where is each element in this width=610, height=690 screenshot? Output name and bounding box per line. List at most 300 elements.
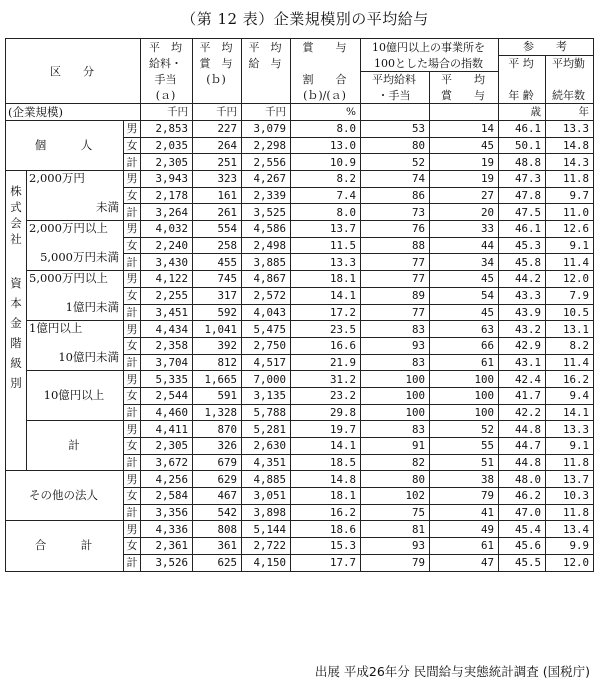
value-cell: 19.7 — [291, 421, 361, 438]
header-idx2-line2: 賞 与 — [430, 88, 499, 104]
header-c4-line3: (ｂ)/(ａ) — [291, 88, 361, 104]
value-cell: 317 — [193, 287, 242, 304]
sex-cell: 計 — [124, 254, 141, 271]
value-cell: 4,885 — [242, 471, 291, 488]
value-cell: 8.2 — [291, 171, 361, 188]
units-row — [6, 104, 594, 121]
value-cell: 86 — [361, 187, 430, 204]
value-cell: 38 — [430, 471, 499, 488]
header-index-line2: 100とした場合の指数 — [361, 55, 499, 71]
sex-cell: 男 — [124, 221, 141, 238]
table-row — [6, 171, 594, 188]
value-cell: 23.5 — [291, 321, 361, 338]
value-cell: 2,240 — [141, 237, 193, 254]
sex-cell: 男 — [124, 371, 141, 388]
value-cell: 11.4 — [546, 354, 594, 371]
value-cell: 21.9 — [291, 354, 361, 371]
table-row — [6, 471, 594, 488]
value-cell: 4,336 — [141, 521, 193, 538]
value-cell: 3,079 — [242, 120, 291, 137]
value-cell: 77 — [361, 254, 430, 271]
value-cell: 2,630 — [242, 438, 291, 455]
value-cell: 44.2 — [499, 271, 546, 288]
value-cell: 13.7 — [291, 221, 361, 238]
value-cell: 18.1 — [291, 488, 361, 505]
sex-cell: 計 — [124, 504, 141, 521]
value-cell: 13.7 — [546, 471, 594, 488]
value-cell: 20 — [430, 204, 499, 221]
value-cell: 42.4 — [499, 371, 546, 388]
table-body — [6, 39, 594, 572]
value-cell: 4,460 — [141, 404, 193, 421]
value-cell: 33 — [430, 221, 499, 238]
header-c2-line1: 平 均 — [193, 39, 242, 56]
header-idx2-line1: 平 均 — [430, 71, 499, 87]
table-row — [6, 120, 594, 137]
value-cell: 75 — [361, 504, 430, 521]
value-cell: 2,035 — [141, 137, 193, 154]
group-label: その他の法人 — [6, 471, 124, 521]
unit-c4: % — [291, 104, 361, 121]
value-cell: 3,356 — [141, 504, 193, 521]
value-cell: 9.9 — [546, 538, 594, 555]
value-cell: 61 — [430, 354, 499, 371]
value-cell: 46.2 — [499, 488, 546, 505]
value-cell: 79 — [430, 488, 499, 505]
sex-cell: 女 — [124, 237, 141, 254]
value-cell: 3,704 — [141, 354, 193, 371]
value-cell: 14.8 — [546, 137, 594, 154]
value-cell: 2,305 — [141, 154, 193, 171]
sex-cell: 男 — [124, 421, 141, 438]
header-c4-line2: 割 合 — [291, 71, 361, 87]
group-label — [27, 221, 124, 271]
table-row — [6, 421, 594, 438]
value-cell: 48.8 — [499, 154, 546, 171]
value-cell: 5,788 — [242, 404, 291, 421]
value-cell: 554 — [193, 221, 242, 238]
value-cell: 2,339 — [242, 187, 291, 204]
value-cell: 13.0 — [291, 137, 361, 154]
value-cell: 51 — [430, 454, 499, 471]
side-label-kabushiki: 株 式 会 社 — [10, 184, 22, 246]
value-cell: 43.2 — [499, 321, 546, 338]
sex-cell: 計 — [124, 354, 141, 371]
header-c1-line2: 給料・ — [141, 55, 193, 71]
value-cell: 13.3 — [546, 421, 594, 438]
value-cell: 323 — [193, 171, 242, 188]
group-label-top: 2,000万円以上 — [29, 221, 108, 236]
value-cell: 12.0 — [546, 554, 594, 571]
value-cell: 9.1 — [546, 237, 594, 254]
value-cell: 47.8 — [499, 187, 546, 204]
value-cell: 4,867 — [242, 271, 291, 288]
header-age-line1: 平 均 — [499, 55, 546, 71]
table-row — [6, 371, 594, 388]
value-cell: 63 — [430, 321, 499, 338]
group-label: 10億円以上 — [27, 371, 124, 421]
value-cell: 16.6 — [291, 337, 361, 354]
value-cell: 4,434 — [141, 321, 193, 338]
value-cell: 74 — [361, 171, 430, 188]
value-cell: 7.4 — [291, 187, 361, 204]
sex-cell: 女 — [124, 538, 141, 555]
group-label: 計 — [27, 421, 124, 471]
value-cell: 11.4 — [546, 254, 594, 271]
value-cell: 100 — [430, 387, 499, 404]
value-cell: 812 — [193, 354, 242, 371]
value-cell: 43.3 — [499, 287, 546, 304]
value-cell: 467 — [193, 488, 242, 505]
sex-cell: 計 — [124, 554, 141, 571]
value-cell: 19 — [430, 154, 499, 171]
value-cell: 17.2 — [291, 304, 361, 321]
header-c3-line1: 平 均 — [242, 39, 291, 56]
value-cell: 44.7 — [499, 438, 546, 455]
value-cell: 745 — [193, 271, 242, 288]
value-cell: 2,556 — [242, 154, 291, 171]
value-cell: 14.1 — [291, 287, 361, 304]
sex-cell: 女 — [124, 187, 141, 204]
value-cell: 42.9 — [499, 337, 546, 354]
value-cell: 3,451 — [141, 304, 193, 321]
value-cell: 9.4 — [546, 387, 594, 404]
value-cell: 808 — [193, 521, 242, 538]
value-cell: 93 — [361, 538, 430, 555]
value-cell: 3,672 — [141, 454, 193, 471]
sex-cell: 計 — [124, 454, 141, 471]
value-cell: 13.1 — [546, 321, 594, 338]
header-c1-line1: 平 均 — [141, 39, 193, 56]
value-cell: 11.8 — [546, 454, 594, 471]
sex-cell: 女 — [124, 488, 141, 505]
value-cell: 2,853 — [141, 120, 193, 137]
source-note: 出展 平成26年分 民間給与実態統計調査 (国税庁) — [314, 664, 590, 679]
value-cell: 43.1 — [499, 354, 546, 371]
value-cell: 100 — [361, 404, 430, 421]
table-row — [6, 521, 594, 538]
value-cell: 3,526 — [141, 554, 193, 571]
value-cell: 3,885 — [242, 254, 291, 271]
value-cell: 100 — [361, 371, 430, 388]
salary-table — [5, 38, 594, 572]
value-cell: 10.9 — [291, 154, 361, 171]
value-cell: 8.0 — [291, 204, 361, 221]
value-cell: 4,043 — [242, 304, 291, 321]
group-label-top: 5,000万円以上 — [29, 271, 108, 286]
value-cell: 80 — [361, 137, 430, 154]
value-cell: 1,665 — [193, 371, 242, 388]
value-cell: 89 — [361, 287, 430, 304]
header-c2-line3: (ｂ) — [193, 71, 242, 87]
value-cell: 8.0 — [291, 120, 361, 137]
value-cell: 45.8 — [499, 254, 546, 271]
value-cell: 66 — [430, 337, 499, 354]
sex-cell: 計 — [124, 204, 141, 221]
sex-cell: 計 — [124, 154, 141, 171]
value-cell: 54 — [430, 287, 499, 304]
group-label-top: 2,000万円 — [29, 171, 85, 185]
sex-cell: 男 — [124, 521, 141, 538]
value-cell: 61 — [430, 538, 499, 555]
sex-cell: 男 — [124, 471, 141, 488]
value-cell: 88 — [361, 237, 430, 254]
group-label-bottom: 10億円未満 — [58, 350, 119, 365]
value-cell: 4,267 — [242, 171, 291, 188]
value-cell: 361 — [193, 538, 242, 555]
group-label — [27, 171, 124, 221]
value-cell: 392 — [193, 337, 242, 354]
sex-cell: 女 — [124, 337, 141, 354]
value-cell: 2,750 — [242, 337, 291, 354]
sex-cell: 男 — [124, 171, 141, 188]
value-cell: 77 — [361, 304, 430, 321]
value-cell: 45 — [430, 271, 499, 288]
value-cell: 42.2 — [499, 404, 546, 421]
value-cell: 455 — [193, 254, 242, 271]
side-label-shihon: 資 本 金 階 級 別 — [10, 276, 22, 390]
value-cell: 2,178 — [141, 187, 193, 204]
unit-c1: 千円 — [141, 104, 193, 121]
header-tenure-line1: 平均勤 — [546, 55, 594, 71]
value-cell: 2,572 — [242, 287, 291, 304]
value-cell: 82 — [361, 454, 430, 471]
value-cell: 47.3 — [499, 171, 546, 188]
value-cell: 1,041 — [193, 321, 242, 338]
value-cell: 2,358 — [141, 337, 193, 354]
value-cell: 53 — [361, 120, 430, 137]
value-cell: 251 — [193, 154, 242, 171]
group-label: 個 人 — [6, 120, 124, 170]
value-cell: 47 — [430, 554, 499, 571]
sex-cell: 男 — [124, 321, 141, 338]
sex-cell: 計 — [124, 404, 141, 421]
value-cell: 14.3 — [546, 154, 594, 171]
value-cell: 10.3 — [546, 488, 594, 505]
value-cell: 102 — [361, 488, 430, 505]
value-cell: 2,498 — [242, 237, 291, 254]
unit-empty — [430, 104, 499, 121]
value-cell: 44.8 — [499, 421, 546, 438]
value-cell: 15.3 — [291, 538, 361, 555]
sex-cell: 男 — [124, 120, 141, 137]
value-cell: 3,898 — [242, 504, 291, 521]
value-cell: 13.3 — [291, 254, 361, 271]
value-cell: 3,135 — [242, 387, 291, 404]
value-cell: 79 — [361, 554, 430, 571]
value-cell: 14.8 — [291, 471, 361, 488]
value-cell: 3,943 — [141, 171, 193, 188]
value-cell: 47.5 — [499, 204, 546, 221]
value-cell: 2,722 — [242, 538, 291, 555]
value-cell: 12.6 — [546, 221, 594, 238]
value-cell: 11.0 — [546, 204, 594, 221]
group-label-top: 1億円以上 — [29, 321, 83, 336]
value-cell: 2,255 — [141, 287, 193, 304]
value-cell: 258 — [193, 237, 242, 254]
table-row — [6, 271, 594, 288]
value-cell: 16.2 — [546, 371, 594, 388]
value-cell: 81 — [361, 521, 430, 538]
value-cell: 625 — [193, 554, 242, 571]
value-cell: 16.2 — [291, 504, 361, 521]
value-cell: 14.1 — [291, 438, 361, 455]
value-cell: 41.7 — [499, 387, 546, 404]
value-cell: 34 — [430, 254, 499, 271]
value-cell: 83 — [361, 354, 430, 371]
value-cell: 50.1 — [499, 137, 546, 154]
value-cell: 18.1 — [291, 271, 361, 288]
value-cell: 264 — [193, 137, 242, 154]
value-cell: 679 — [193, 454, 242, 471]
value-cell: 7,000 — [242, 371, 291, 388]
group-label: 合 計 — [6, 521, 124, 571]
group-label-bottom: 未満 — [96, 200, 119, 214]
group-label — [27, 271, 124, 321]
value-cell: 5,281 — [242, 421, 291, 438]
value-cell: 55 — [430, 438, 499, 455]
value-cell: 41 — [430, 504, 499, 521]
value-cell: 80 — [361, 471, 430, 488]
value-cell: 3,264 — [141, 204, 193, 221]
value-cell: 4,517 — [242, 354, 291, 371]
value-cell: 46.1 — [499, 120, 546, 137]
value-cell: 7.9 — [546, 287, 594, 304]
unit-tenure: 年 — [546, 104, 594, 121]
header-index-line1: 10億円以上の事業所を — [361, 39, 499, 56]
value-cell: 10.5 — [546, 304, 594, 321]
value-cell: 542 — [193, 504, 242, 521]
value-cell: 48.0 — [499, 471, 546, 488]
value-cell: 17.7 — [291, 554, 361, 571]
value-cell: 49 — [430, 521, 499, 538]
header-kubun: 区 分 — [6, 39, 141, 104]
value-cell: 47.0 — [499, 504, 546, 521]
value-cell: 83 — [361, 321, 430, 338]
sex-cell: 計 — [124, 304, 141, 321]
value-cell: 11.8 — [546, 504, 594, 521]
header-c4-line1: 賞 与 — [291, 39, 361, 56]
sex-cell: 女 — [124, 137, 141, 154]
value-cell: 27 — [430, 187, 499, 204]
group-label — [27, 321, 124, 371]
value-cell: 629 — [193, 471, 242, 488]
value-cell: 1,328 — [193, 404, 242, 421]
value-cell: 3,051 — [242, 488, 291, 505]
value-cell: 5,144 — [242, 521, 291, 538]
header-age-line2: 年 齢 — [499, 88, 546, 104]
value-cell: 91 — [361, 438, 430, 455]
value-cell: 45 — [430, 304, 499, 321]
header-reference: 参 考 — [499, 39, 594, 56]
value-cell: 261 — [193, 204, 242, 221]
value-cell: 45.6 — [499, 538, 546, 555]
value-cell: 14.1 — [546, 404, 594, 421]
value-cell: 100 — [430, 371, 499, 388]
sex-cell: 女 — [124, 438, 141, 455]
value-cell: 3,430 — [141, 254, 193, 271]
value-cell: 76 — [361, 221, 430, 238]
value-cell: 14 — [430, 120, 499, 137]
value-cell: 591 — [193, 387, 242, 404]
sex-cell: 男 — [124, 271, 141, 288]
value-cell: 592 — [193, 304, 242, 321]
value-cell: 4,411 — [141, 421, 193, 438]
value-cell: 2,298 — [242, 137, 291, 154]
header-tenure-line2: 続年数 — [546, 88, 594, 104]
value-cell: 5,335 — [141, 371, 193, 388]
value-cell: 9.7 — [546, 187, 594, 204]
value-cell: 326 — [193, 438, 242, 455]
table-row — [6, 221, 594, 238]
value-cell: 3,525 — [242, 204, 291, 221]
value-cell: 13.4 — [546, 521, 594, 538]
group-label-bottom: 1億円未満 — [65, 300, 119, 315]
value-cell: 45.5 — [499, 554, 546, 571]
value-cell: 2,584 — [141, 488, 193, 505]
units-label: (企業規模) — [6, 104, 141, 121]
header-c1-line3: 手当 — [141, 71, 193, 87]
unit-c3: 千円 — [242, 104, 291, 121]
value-cell: 19 — [430, 171, 499, 188]
value-cell: 46.1 — [499, 221, 546, 238]
header-c1-line4: (ａ) — [141, 88, 193, 104]
value-cell: 44.8 — [499, 454, 546, 471]
value-cell: 13.3 — [546, 120, 594, 137]
value-cell: 5,475 — [242, 321, 291, 338]
value-cell: 52 — [430, 421, 499, 438]
value-cell: 23.2 — [291, 387, 361, 404]
header-c3-line2: 給 与 — [242, 55, 291, 71]
value-cell: 4,586 — [242, 221, 291, 238]
value-cell: 4,150 — [242, 554, 291, 571]
value-cell: 52 — [361, 154, 430, 171]
value-cell: 2,305 — [141, 438, 193, 455]
value-cell: 45.4 — [499, 521, 546, 538]
value-cell: 45.3 — [499, 237, 546, 254]
sex-cell: 女 — [124, 387, 141, 404]
value-cell: 4,256 — [141, 471, 193, 488]
value-cell: 2,361 — [141, 538, 193, 555]
value-cell: 4,122 — [141, 271, 193, 288]
value-cell: 870 — [193, 421, 242, 438]
value-cell: 11.8 — [546, 171, 594, 188]
value-cell: 9.1 — [546, 438, 594, 455]
value-cell: 2,544 — [141, 387, 193, 404]
value-cell: 93 — [361, 337, 430, 354]
value-cell: 100 — [430, 404, 499, 421]
value-cell: 161 — [193, 187, 242, 204]
unit-age: 歳 — [499, 104, 546, 121]
unit-c2: 千円 — [193, 104, 242, 121]
value-cell: 18.5 — [291, 454, 361, 471]
value-cell: 45 — [430, 137, 499, 154]
value-cell: 77 — [361, 271, 430, 288]
side-label-corporation — [6, 171, 27, 471]
value-cell: 18.6 — [291, 521, 361, 538]
value-cell: 44 — [430, 237, 499, 254]
header-idx1-line1: 平均給料 — [361, 71, 430, 87]
value-cell: 4,351 — [242, 454, 291, 471]
sex-cell: 女 — [124, 287, 141, 304]
value-cell: 31.2 — [291, 371, 361, 388]
unit-empty — [361, 104, 430, 121]
header-idx1-line2: ・手当 — [361, 88, 430, 104]
value-cell: 29.8 — [291, 404, 361, 421]
value-cell: 100 — [361, 387, 430, 404]
value-cell: 227 — [193, 120, 242, 137]
value-cell: 83 — [361, 421, 430, 438]
